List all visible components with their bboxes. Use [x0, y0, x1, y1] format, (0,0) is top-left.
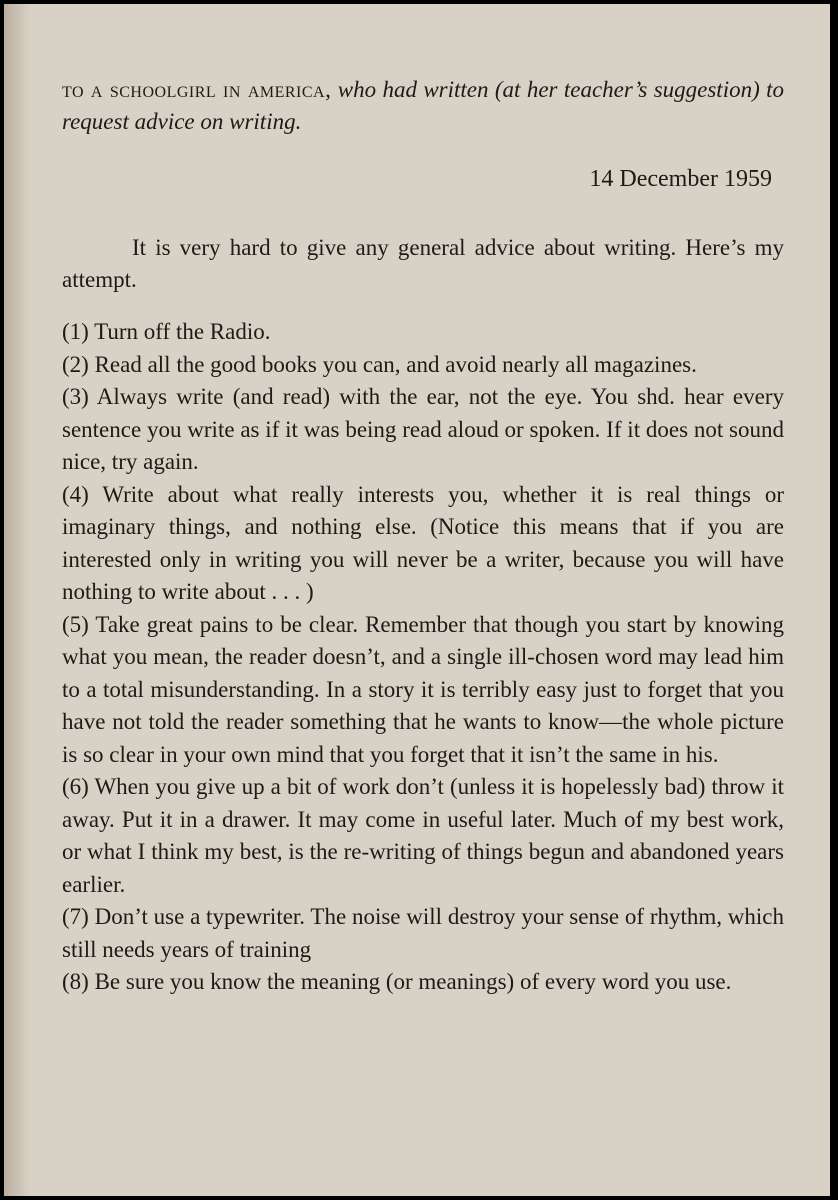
advice-item-2: (2) Read all the good books you can, and avoid nearly all magazines. [62, 351, 697, 377]
advice-item-4: (4) Write about what really interests you, whether it is real things or imaginary things, and nothing else. (Notice this means that if you are interested only in writing you will never be a writer, because you will have nothing to write about . . . ) [62, 481, 784, 604]
advice-item-3: (3) Always write (and read) with the ear, not the eye. You shd. hear every sentence you write as if it was being read aloud or spoken. If it does not sound nice, try again. [62, 384, 784, 474]
letter-context: who had written (at her teacher’s suggestion) to request advice on writing. [62, 77, 785, 134]
recipient-label: to a schoolgirl in america, [62, 77, 332, 102]
letter-header [62, 74, 784, 138]
advice-list [62, 316, 784, 999]
letter-date: 14 December 1959 [589, 166, 772, 192]
advice-item-5: (5) Take great pains to be clear. Remember that though you start by knowing what you mean, the reader doesn’t, and a single ill-chosen word may lead him to a total misunderstanding. In a story it is terribly easy just to forget that you have not told the reader something that he wants to know—the whole picture is so clear in your own mind that you forget that it isn’t the same in his. [62, 611, 784, 767]
advice-item-7: (7) Don’t use a typewriter. The noise will destroy your sense of rhythm, which still needs years of training [62, 904, 784, 962]
advice-item-1: (1) Turn off the Radio. [62, 319, 271, 344]
advice-item-6: (6) When you give up a bit of work don’t (unless it is hopelessly bad) throw it away. Put it in a drawer. It may come in useful later. Much of my best work, or what I think my best, is the re-writing of things begun and abandoned years earlier. [62, 774, 784, 897]
book-page [4, 4, 830, 1196]
advice-item-8: (8) Be sure you know the meaning (or meanings) of every word you use. [62, 969, 732, 994]
intro-paragraph: It is very hard to give any general advice about writing. Here’s my attempt. [62, 235, 784, 292]
